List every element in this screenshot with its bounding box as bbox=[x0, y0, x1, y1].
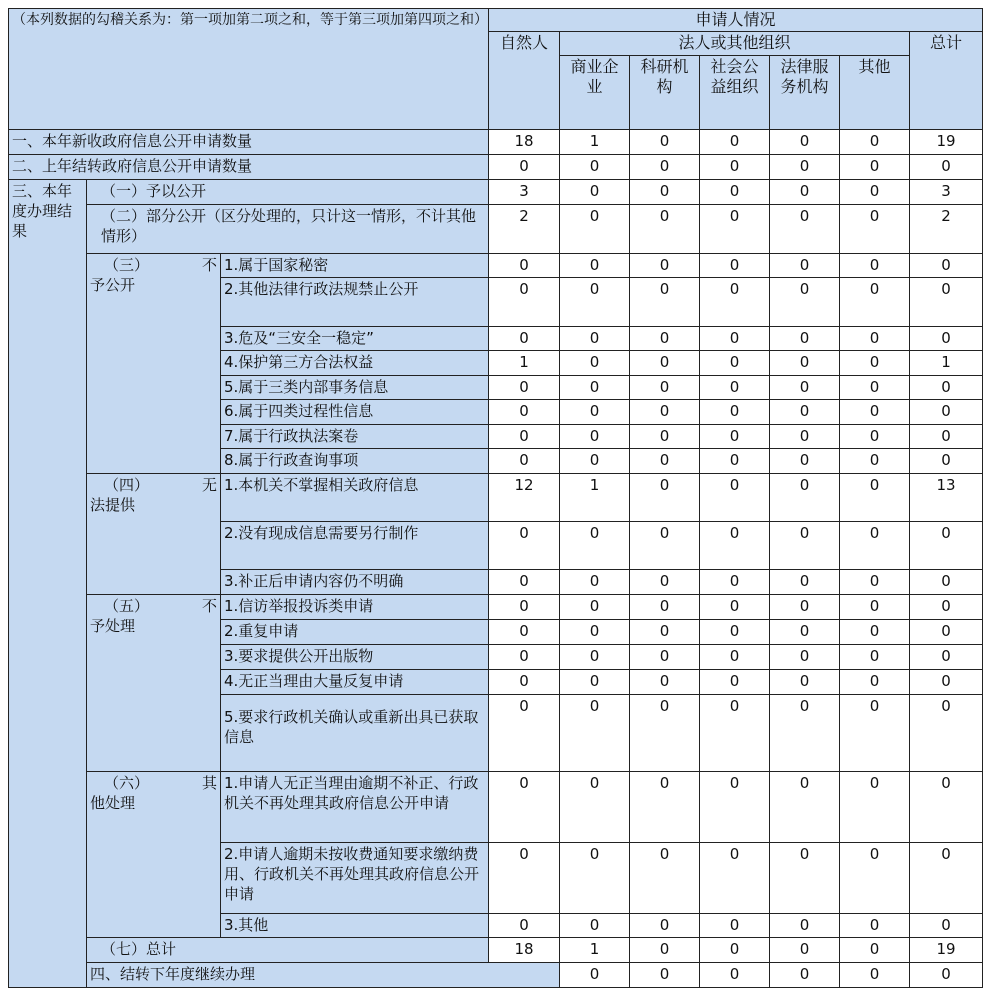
item-label: 6.属于四类过程性信息 bbox=[221, 400, 489, 425]
group-cannot-provide: （四） 无 法提供 bbox=[87, 474, 221, 595]
table-cell: 12 bbox=[489, 474, 560, 522]
table-cell: 13 bbox=[910, 474, 983, 522]
table-cell: 0 bbox=[560, 155, 630, 180]
table-cell: 0 bbox=[630, 180, 700, 205]
table-cell: 0 bbox=[910, 278, 983, 327]
table-cell: 0 bbox=[489, 449, 560, 474]
table-cell: 0 bbox=[700, 400, 770, 425]
table-cell: 0 bbox=[910, 772, 983, 843]
table-cell: 0 bbox=[630, 938, 700, 963]
table-cell: 0 bbox=[840, 254, 910, 278]
table-cell: 0 bbox=[630, 843, 700, 914]
table-cell: 0 bbox=[560, 570, 630, 595]
table-cell: 0 bbox=[840, 695, 910, 772]
table-cell: 0 bbox=[840, 400, 910, 425]
table-cell: 0 bbox=[840, 938, 910, 963]
table-cell: 0 bbox=[910, 155, 983, 180]
table-cell: 0 bbox=[840, 351, 910, 376]
table-cell: 0 bbox=[770, 425, 840, 449]
table-cell: 0 bbox=[910, 645, 983, 670]
table-cell: 0 bbox=[770, 595, 840, 620]
col-commercial-enterprise: 商业企业 bbox=[560, 56, 630, 130]
table-cell: 0 bbox=[560, 400, 630, 425]
table-cell: 0 bbox=[770, 254, 840, 278]
table-cell: 0 bbox=[560, 376, 630, 400]
table-cell: 0 bbox=[630, 155, 700, 180]
col-total: 总计 bbox=[910, 32, 983, 130]
table-cell: 0 bbox=[489, 914, 560, 938]
table-cell: 0 bbox=[560, 695, 630, 772]
table-cell: 0 bbox=[770, 155, 840, 180]
table-cell: 0 bbox=[910, 843, 983, 914]
table-cell: 0 bbox=[770, 449, 840, 474]
table-cell: 0 bbox=[489, 645, 560, 670]
table-cell: 0 bbox=[700, 522, 770, 570]
table-cell: 0 bbox=[770, 351, 840, 376]
table-cell: 0 bbox=[840, 670, 910, 695]
table-cell: 0 bbox=[840, 570, 910, 595]
table-cell: 0 bbox=[770, 474, 840, 522]
table-cell: 0 bbox=[700, 351, 770, 376]
col-public-welfare-org: 社会公益组织 bbox=[700, 56, 770, 130]
table-cell: 0 bbox=[840, 278, 910, 327]
table-cell: 0 bbox=[489, 327, 560, 351]
table-cell: 0 bbox=[770, 205, 840, 254]
table-cell: 1 bbox=[560, 474, 630, 522]
section-processing-results: 三、本年度办理结果 bbox=[9, 180, 87, 988]
table-cell: 0 bbox=[770, 570, 840, 595]
table-cell: 0 bbox=[700, 278, 770, 327]
table-cell: 0 bbox=[630, 772, 700, 843]
table-cell: 0 bbox=[840, 449, 910, 474]
header-note: （本列数据的勾稽关系为：第一项加第二项之和，等于第三项加第四项之和） bbox=[9, 9, 489, 130]
table-cell: 0 bbox=[489, 425, 560, 449]
table-cell: 0 bbox=[770, 914, 840, 938]
table-cell: 0 bbox=[910, 400, 983, 425]
table-cell: 0 bbox=[630, 522, 700, 570]
table-cell: 0 bbox=[910, 254, 983, 278]
gov-info-disclosure-table bbox=[8, 8, 983, 988]
col-other: 其他 bbox=[840, 56, 910, 130]
item-label: 7.属于行政执法案卷 bbox=[221, 425, 489, 449]
table-cell: 0 bbox=[489, 376, 560, 400]
table-cell: 1 bbox=[560, 130, 630, 155]
table-cell: 0 bbox=[489, 155, 560, 180]
table-cell: 0 bbox=[560, 351, 630, 376]
table-cell: 1 bbox=[910, 351, 983, 376]
table-cell: 0 bbox=[840, 620, 910, 645]
table-cell: 0 bbox=[910, 963, 983, 988]
table-cell: 0 bbox=[910, 595, 983, 620]
table-cell: 0 bbox=[840, 425, 910, 449]
item-label: 3.要求提供公开出版物 bbox=[221, 645, 489, 670]
item-label: 3.其他 bbox=[221, 914, 489, 938]
table-cell: 0 bbox=[489, 254, 560, 278]
item-label: 2.申请人逾期未按收费通知要求缴纳费用、行政机关不再处理其政府信息公开申请 bbox=[221, 843, 489, 914]
table-cell: 0 bbox=[630, 449, 700, 474]
table-cell: 0 bbox=[630, 254, 700, 278]
table-cell: 0 bbox=[630, 474, 700, 522]
table-cell: 0 bbox=[560, 772, 630, 843]
table-cell: 0 bbox=[770, 180, 840, 205]
table-cell: 0 bbox=[840, 180, 910, 205]
table-cell: 0 bbox=[700, 772, 770, 843]
table-cell: 0 bbox=[560, 522, 630, 570]
table-cell: 0 bbox=[910, 695, 983, 772]
table-cell: 0 bbox=[700, 914, 770, 938]
col-natural-person: 自然人 bbox=[489, 32, 560, 130]
table-cell: 0 bbox=[630, 130, 700, 155]
item-label: 2.重复申请 bbox=[221, 620, 489, 645]
table-cell: 0 bbox=[770, 772, 840, 843]
table-cell: 0 bbox=[700, 938, 770, 963]
table-cell: 0 bbox=[910, 327, 983, 351]
table-cell: 0 bbox=[770, 327, 840, 351]
table-cell: 0 bbox=[700, 963, 770, 988]
table-cell: 0 bbox=[630, 327, 700, 351]
table-cell: 0 bbox=[630, 351, 700, 376]
table-cell: 0 bbox=[560, 645, 630, 670]
table-cell: 0 bbox=[840, 963, 910, 988]
table-cell: 0 bbox=[770, 400, 840, 425]
table-row bbox=[9, 963, 983, 988]
item-label: 1.信访举报投诉类申请 bbox=[221, 595, 489, 620]
table-cell: 0 bbox=[700, 376, 770, 400]
table-cell: 0 bbox=[630, 595, 700, 620]
table-cell: 0 bbox=[840, 327, 910, 351]
table-cell: 1 bbox=[489, 351, 560, 376]
table-cell: 0 bbox=[840, 130, 910, 155]
table-cell: 2 bbox=[489, 205, 560, 254]
table-row bbox=[9, 938, 983, 963]
group-total: （七）总计 bbox=[87, 938, 489, 963]
col-research-institute: 科研机构 bbox=[630, 56, 700, 130]
table-cell: 0 bbox=[560, 180, 630, 205]
table-cell: 0 bbox=[840, 772, 910, 843]
table-cell: 0 bbox=[700, 449, 770, 474]
table-cell: 0 bbox=[560, 278, 630, 327]
table-cell: 0 bbox=[770, 843, 840, 914]
table-cell: 0 bbox=[560, 963, 630, 988]
section-carry-next-year: 四、结转下年度继续办理 bbox=[87, 963, 560, 988]
table-cell: 0 bbox=[700, 570, 770, 595]
table-cell: 2 bbox=[910, 205, 983, 254]
item-label: 8.属于行政查询事项 bbox=[221, 449, 489, 474]
table-cell: 1 bbox=[560, 938, 630, 963]
item-label: 3.危及“三安全一稳定” bbox=[221, 327, 489, 351]
table-cell: 0 bbox=[489, 772, 560, 843]
table-cell: 0 bbox=[560, 425, 630, 449]
table-cell: 0 bbox=[700, 180, 770, 205]
table-row bbox=[9, 595, 983, 620]
table-cell: 0 bbox=[489, 400, 560, 425]
table-cell: 0 bbox=[489, 670, 560, 695]
item-label: 3.补正后申请内容仍不明确 bbox=[221, 570, 489, 595]
table-cell: 0 bbox=[489, 278, 560, 327]
group-partial-disclose: （二）部分公开（区分处理的，只计这一情形，不计其他情形） bbox=[87, 205, 489, 254]
table-cell: 0 bbox=[840, 474, 910, 522]
table-cell: 0 bbox=[700, 620, 770, 645]
table-cell: 0 bbox=[770, 670, 840, 695]
item-label: 2.其他法律行政法规禁止公开 bbox=[221, 278, 489, 327]
table-row bbox=[9, 205, 983, 254]
table-row bbox=[9, 130, 983, 155]
table-cell: 0 bbox=[770, 130, 840, 155]
table-row bbox=[9, 772, 983, 843]
table-cell: 0 bbox=[700, 595, 770, 620]
item-label: 1.申请人无正当理由逾期不补正、行政机关不再处理其政府信息公开申请 bbox=[221, 772, 489, 843]
table-cell: 0 bbox=[700, 474, 770, 522]
table-cell: 0 bbox=[700, 130, 770, 155]
table-cell: 0 bbox=[840, 595, 910, 620]
table-cell: 3 bbox=[910, 180, 983, 205]
table-cell: 0 bbox=[910, 449, 983, 474]
table-cell: 18 bbox=[489, 938, 560, 963]
table-cell: 0 bbox=[560, 327, 630, 351]
table-cell: 0 bbox=[700, 695, 770, 772]
table-cell: 0 bbox=[910, 570, 983, 595]
table-cell: 0 bbox=[770, 695, 840, 772]
table-cell: 0 bbox=[560, 843, 630, 914]
table-cell: 19 bbox=[910, 130, 983, 155]
table-cell: 0 bbox=[700, 843, 770, 914]
group-not-disclose: （三） 不 予公开 bbox=[87, 254, 221, 474]
table-cell: 0 bbox=[700, 670, 770, 695]
table-cell: 0 bbox=[770, 522, 840, 570]
table-cell: 0 bbox=[840, 376, 910, 400]
table-cell: 0 bbox=[630, 620, 700, 645]
table-cell: 0 bbox=[630, 963, 700, 988]
table-cell: 0 bbox=[630, 376, 700, 400]
table-cell: 0 bbox=[840, 645, 910, 670]
table-cell: 0 bbox=[489, 843, 560, 914]
table-cell: 0 bbox=[489, 570, 560, 595]
table-cell: 0 bbox=[770, 963, 840, 988]
table-cell: 0 bbox=[630, 645, 700, 670]
table-cell: 0 bbox=[630, 425, 700, 449]
item-label: 1.属于国家秘密 bbox=[221, 254, 489, 278]
table-cell: 0 bbox=[560, 620, 630, 645]
table-cell: 0 bbox=[560, 914, 630, 938]
table-cell: 0 bbox=[770, 645, 840, 670]
table-cell: 0 bbox=[630, 278, 700, 327]
table-cell: 0 bbox=[840, 914, 910, 938]
table-cell: 0 bbox=[910, 425, 983, 449]
item-label: 5.属于三类内部事务信息 bbox=[221, 376, 489, 400]
table-cell: 0 bbox=[700, 254, 770, 278]
table-row bbox=[9, 155, 983, 180]
table-cell: 0 bbox=[700, 425, 770, 449]
header-applicant-situation: 申请人情况 bbox=[489, 9, 983, 32]
table-cell: 0 bbox=[560, 595, 630, 620]
table-cell: 3 bbox=[489, 180, 560, 205]
table-cell: 0 bbox=[489, 595, 560, 620]
table-cell: 0 bbox=[630, 205, 700, 254]
col-legal-service-org: 法律服务机构 bbox=[770, 56, 840, 130]
table-cell: 0 bbox=[700, 205, 770, 254]
table-row bbox=[9, 254, 983, 278]
table-cell: 0 bbox=[489, 620, 560, 645]
table-cell: 0 bbox=[840, 155, 910, 180]
item-label: 4.保护第三方合法权益 bbox=[221, 351, 489, 376]
group-other-process: （六） 其 他处理 bbox=[87, 772, 221, 938]
table-cell: 0 bbox=[770, 938, 840, 963]
table-cell: 0 bbox=[840, 522, 910, 570]
table-cell: 0 bbox=[840, 205, 910, 254]
item-label: 4.无正当理由大量反复申请 bbox=[221, 670, 489, 695]
table-cell: 0 bbox=[489, 695, 560, 772]
section-new-applications: 一、本年新收政府信息公开申请数量 bbox=[9, 130, 489, 155]
table-cell: 0 bbox=[840, 843, 910, 914]
table-cell: 0 bbox=[560, 670, 630, 695]
item-label: 2.没有现成信息需要另行制作 bbox=[221, 522, 489, 570]
table-cell: 0 bbox=[910, 620, 983, 645]
table-cell: 0 bbox=[700, 155, 770, 180]
table-cell: 0 bbox=[560, 449, 630, 474]
table-cell: 0 bbox=[630, 400, 700, 425]
table-cell: 19 bbox=[910, 938, 983, 963]
table-cell: 0 bbox=[700, 645, 770, 670]
table-row bbox=[9, 474, 983, 522]
table-cell: 0 bbox=[560, 254, 630, 278]
table-cell: 0 bbox=[910, 914, 983, 938]
item-label: 1.本机关不掌握相关政府信息 bbox=[221, 474, 489, 522]
table-cell: 0 bbox=[489, 522, 560, 570]
table-cell: 0 bbox=[630, 695, 700, 772]
table-cell: 0 bbox=[630, 670, 700, 695]
table-cell: 0 bbox=[770, 278, 840, 327]
table-row bbox=[9, 180, 983, 205]
table-cell: 0 bbox=[910, 376, 983, 400]
section-carried-over: 二、上年结转政府信息公开申请数量 bbox=[9, 155, 489, 180]
table-cell: 18 bbox=[489, 130, 560, 155]
table-cell: 0 bbox=[770, 376, 840, 400]
table-cell: 0 bbox=[560, 205, 630, 254]
header-legal-person-group: 法人或其他组织 bbox=[560, 32, 910, 56]
table-cell: 0 bbox=[630, 570, 700, 595]
group-disclose: （一）予以公开 bbox=[87, 180, 489, 205]
table-cell: 0 bbox=[910, 522, 983, 570]
group-not-process: （五） 不 予处理 bbox=[87, 595, 221, 772]
item-label: 5.要求行政机关确认或重新出具已获取信息 bbox=[221, 695, 489, 772]
table-cell: 0 bbox=[910, 670, 983, 695]
table-cell: 0 bbox=[700, 327, 770, 351]
table-cell: 0 bbox=[630, 914, 700, 938]
table-cell: 0 bbox=[770, 620, 840, 645]
